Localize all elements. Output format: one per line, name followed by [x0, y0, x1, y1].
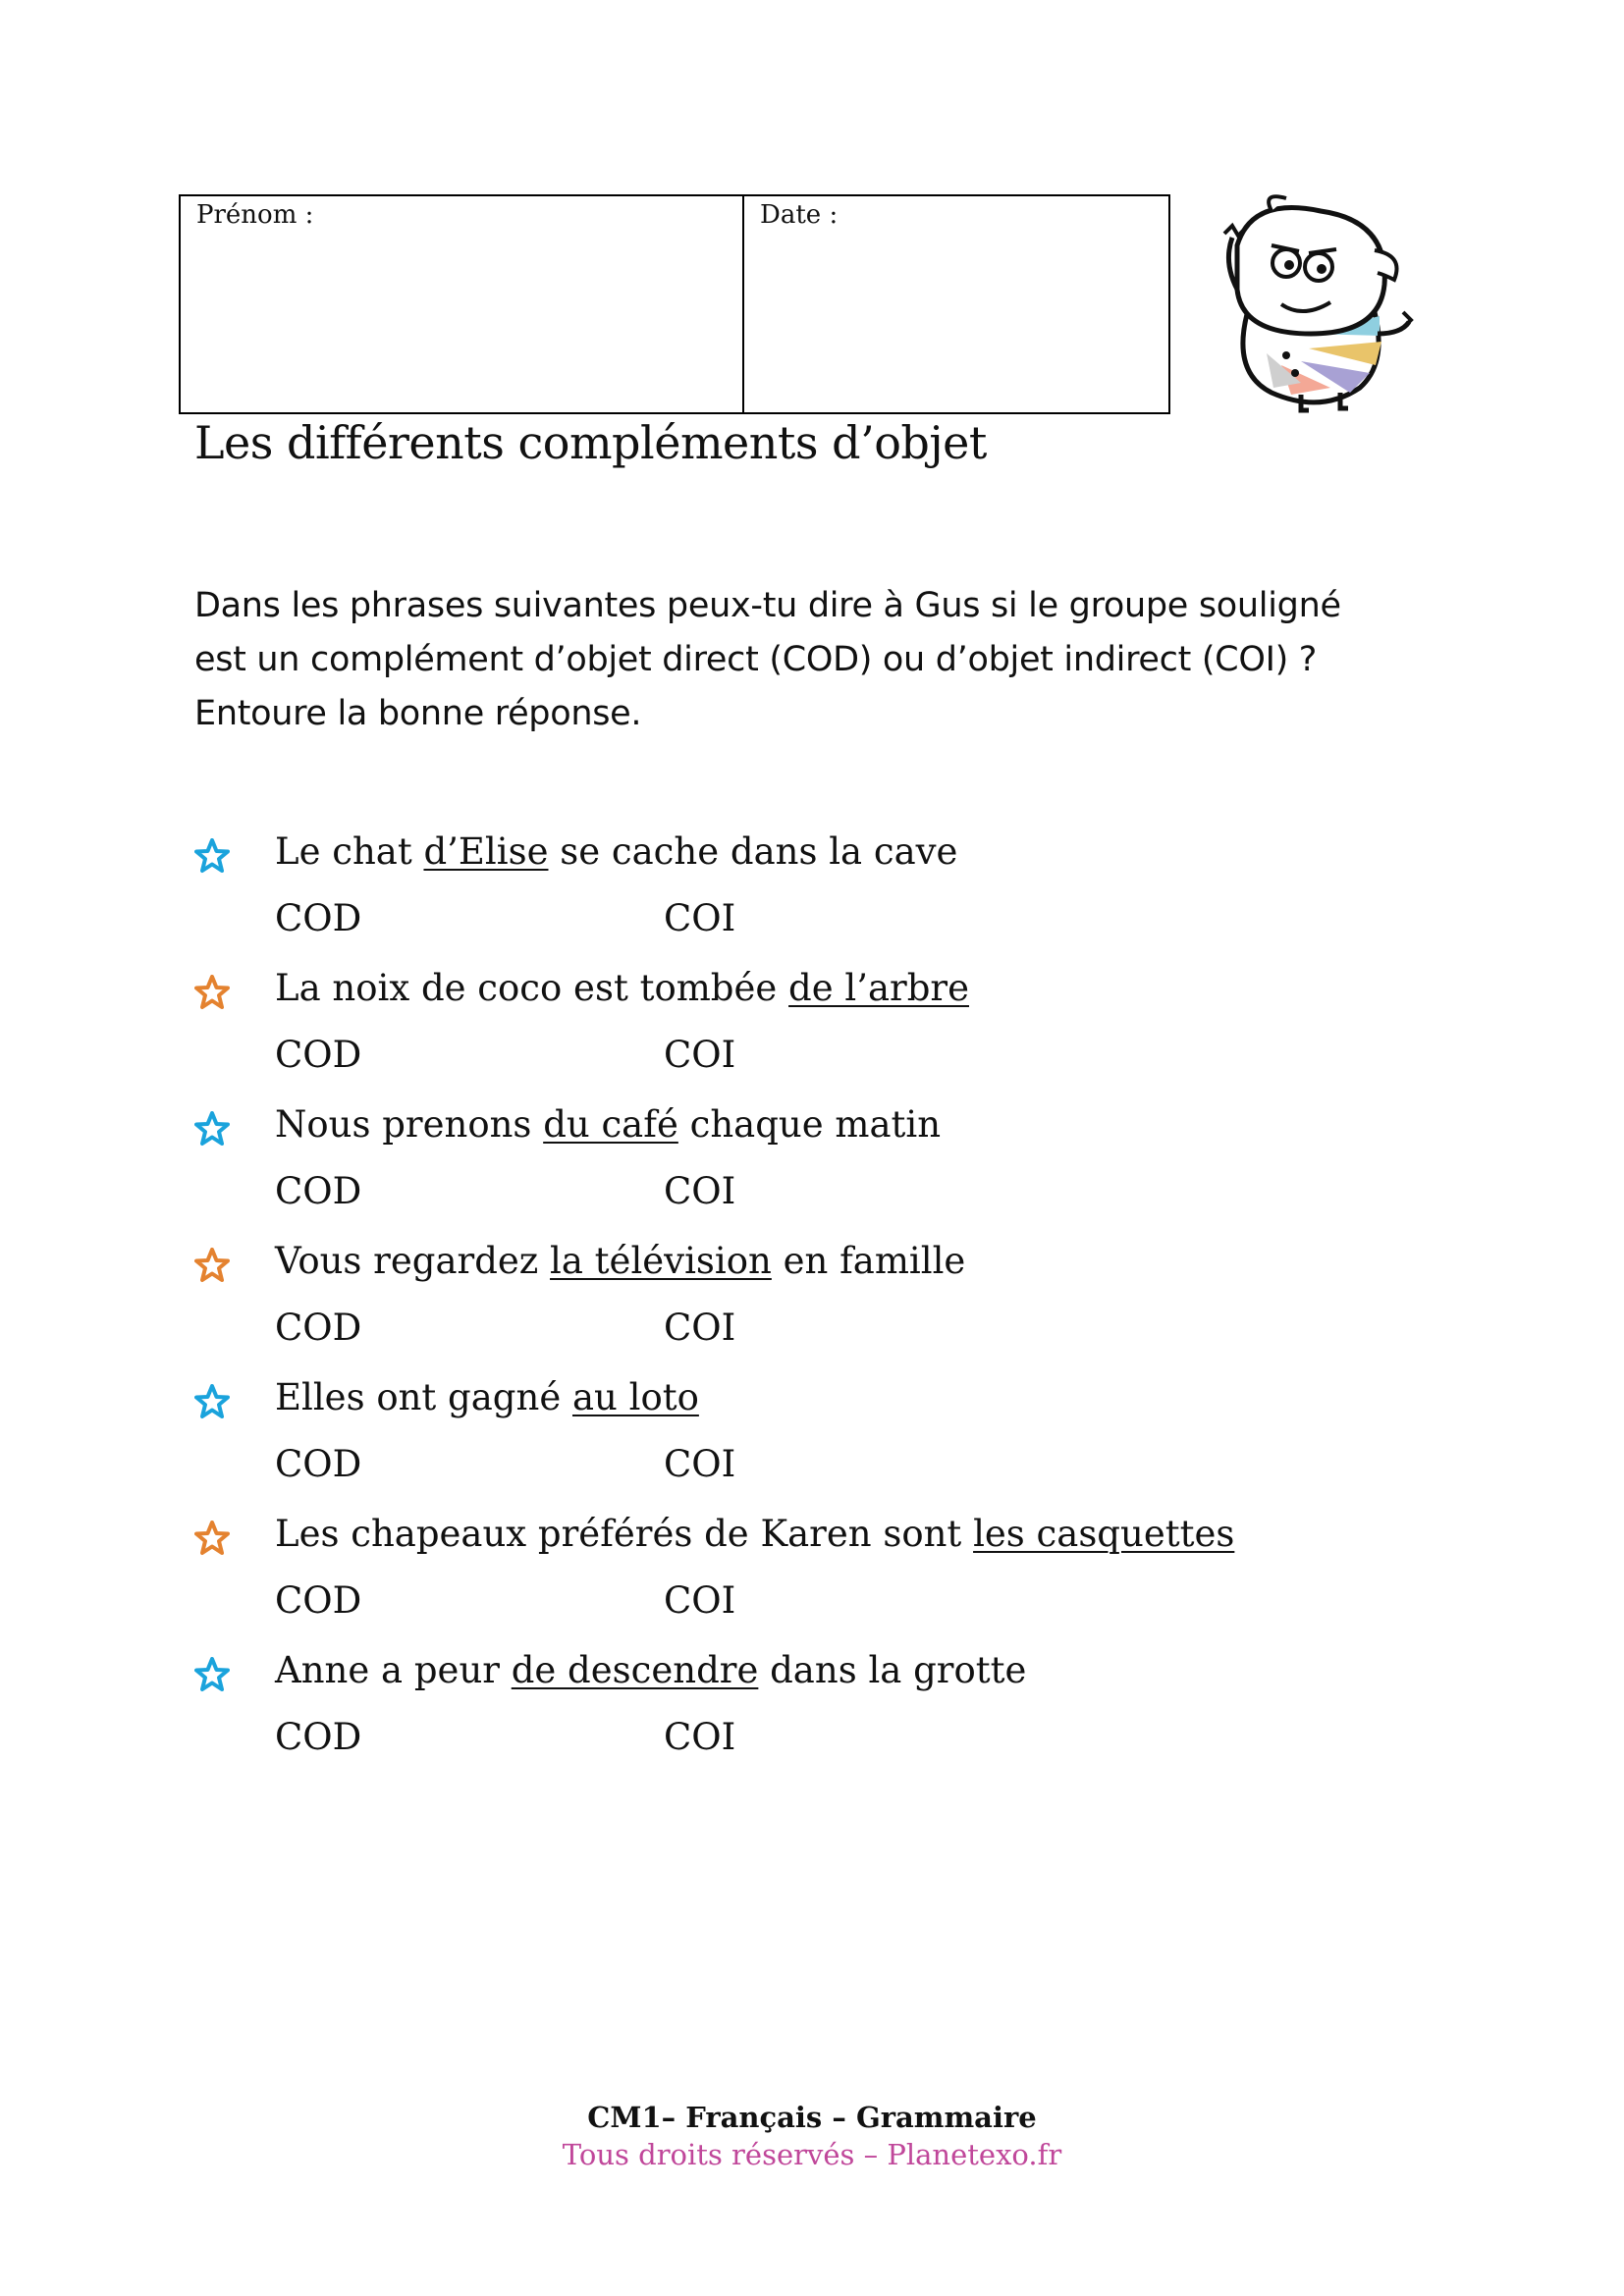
date-label: Date : — [760, 200, 839, 230]
coi-option[interactable]: COI — [664, 1716, 736, 1758]
exercise-item — [194, 1649, 1471, 1786]
star-orange-icon — [194, 1521, 230, 1556]
underlined-group: de descendre — [511, 1649, 759, 1691]
sentence: Elles ont gagné au loto — [275, 1376, 699, 1418]
underlined-group: de l’arbre — [788, 967, 969, 1009]
exercise-list — [194, 830, 1471, 1786]
exercise-item — [194, 967, 1471, 1103]
cod-option[interactable]: COD — [275, 897, 362, 939]
sentence: Les chapeaux préférés de Karen sont les casquettes — [275, 1513, 1235, 1555]
cod-option[interactable]: COD — [275, 1716, 362, 1758]
cod-option[interactable]: COD — [275, 1443, 362, 1485]
star-orange-icon — [194, 1248, 230, 1283]
coi-option[interactable]: COI — [664, 897, 736, 939]
date-field[interactable] — [744, 196, 1168, 412]
coi-option[interactable]: COI — [664, 1307, 736, 1349]
underlined-group: la télévision — [550, 1240, 772, 1282]
student-info-box — [179, 194, 1170, 414]
coi-option[interactable]: COI — [664, 1170, 736, 1212]
coi-option[interactable]: COI — [664, 1034, 736, 1076]
sentence: La noix de coco est tombée de l’arbre — [275, 967, 969, 1009]
instructions-line-2: est un complément d’objet direct (COD) ou d’objet indirect (COI) ? — [194, 640, 1318, 679]
star-blue-icon — [194, 1111, 230, 1147]
footer-course: CM1– Français – Grammaire — [587, 2101, 1037, 2134]
sheep-mascot-icon — [1193, 187, 1419, 422]
page-title: Les différents compléments d’objet — [194, 416, 987, 469]
exercise-item — [194, 1376, 1471, 1513]
coi-option[interactable]: COI — [664, 1443, 736, 1485]
cod-option[interactable]: COD — [275, 1307, 362, 1349]
underlined-group: les casquettes — [973, 1513, 1235, 1555]
sentence: Le chat d’Elise se cache dans la cave — [275, 830, 958, 873]
footer-copyright: Tous droits réservés – Planetexo.fr — [562, 2138, 1062, 2171]
cod-option[interactable]: COD — [275, 1170, 362, 1212]
underlined-group: d’Elise — [423, 830, 549, 873]
coi-option[interactable]: COI — [664, 1579, 736, 1622]
instructions — [194, 579, 1451, 741]
exercise-item — [194, 1513, 1471, 1649]
underlined-group: au loto — [571, 1376, 699, 1418]
star-blue-icon — [194, 1657, 230, 1692]
cod-option[interactable]: COD — [275, 1579, 362, 1622]
sentence: Nous prenons du café chaque matin — [275, 1103, 942, 1146]
exercise-item — [194, 1240, 1471, 1376]
sentence: Vous regardez la télévision en famille — [275, 1240, 966, 1282]
cod-option[interactable]: COD — [275, 1034, 362, 1076]
name-field[interactable] — [181, 196, 744, 412]
name-label: Prénom : — [196, 200, 314, 230]
page-footer — [0, 2101, 1624, 2171]
underlined-group: du café — [543, 1103, 678, 1146]
exercise-item — [194, 1103, 1471, 1240]
sentence: Anne a peur de descendre dans la grotte — [275, 1649, 1027, 1691]
instructions-line-1: Dans les phrases suivantes peux-tu dire à Gus si le groupe souligné — [194, 586, 1341, 625]
instructions-line-3: Entoure la bonne réponse. — [194, 694, 642, 733]
star-blue-icon — [194, 1384, 230, 1419]
exercise-item — [194, 830, 1471, 967]
star-blue-icon — [194, 838, 230, 874]
star-orange-icon — [194, 975, 230, 1010]
